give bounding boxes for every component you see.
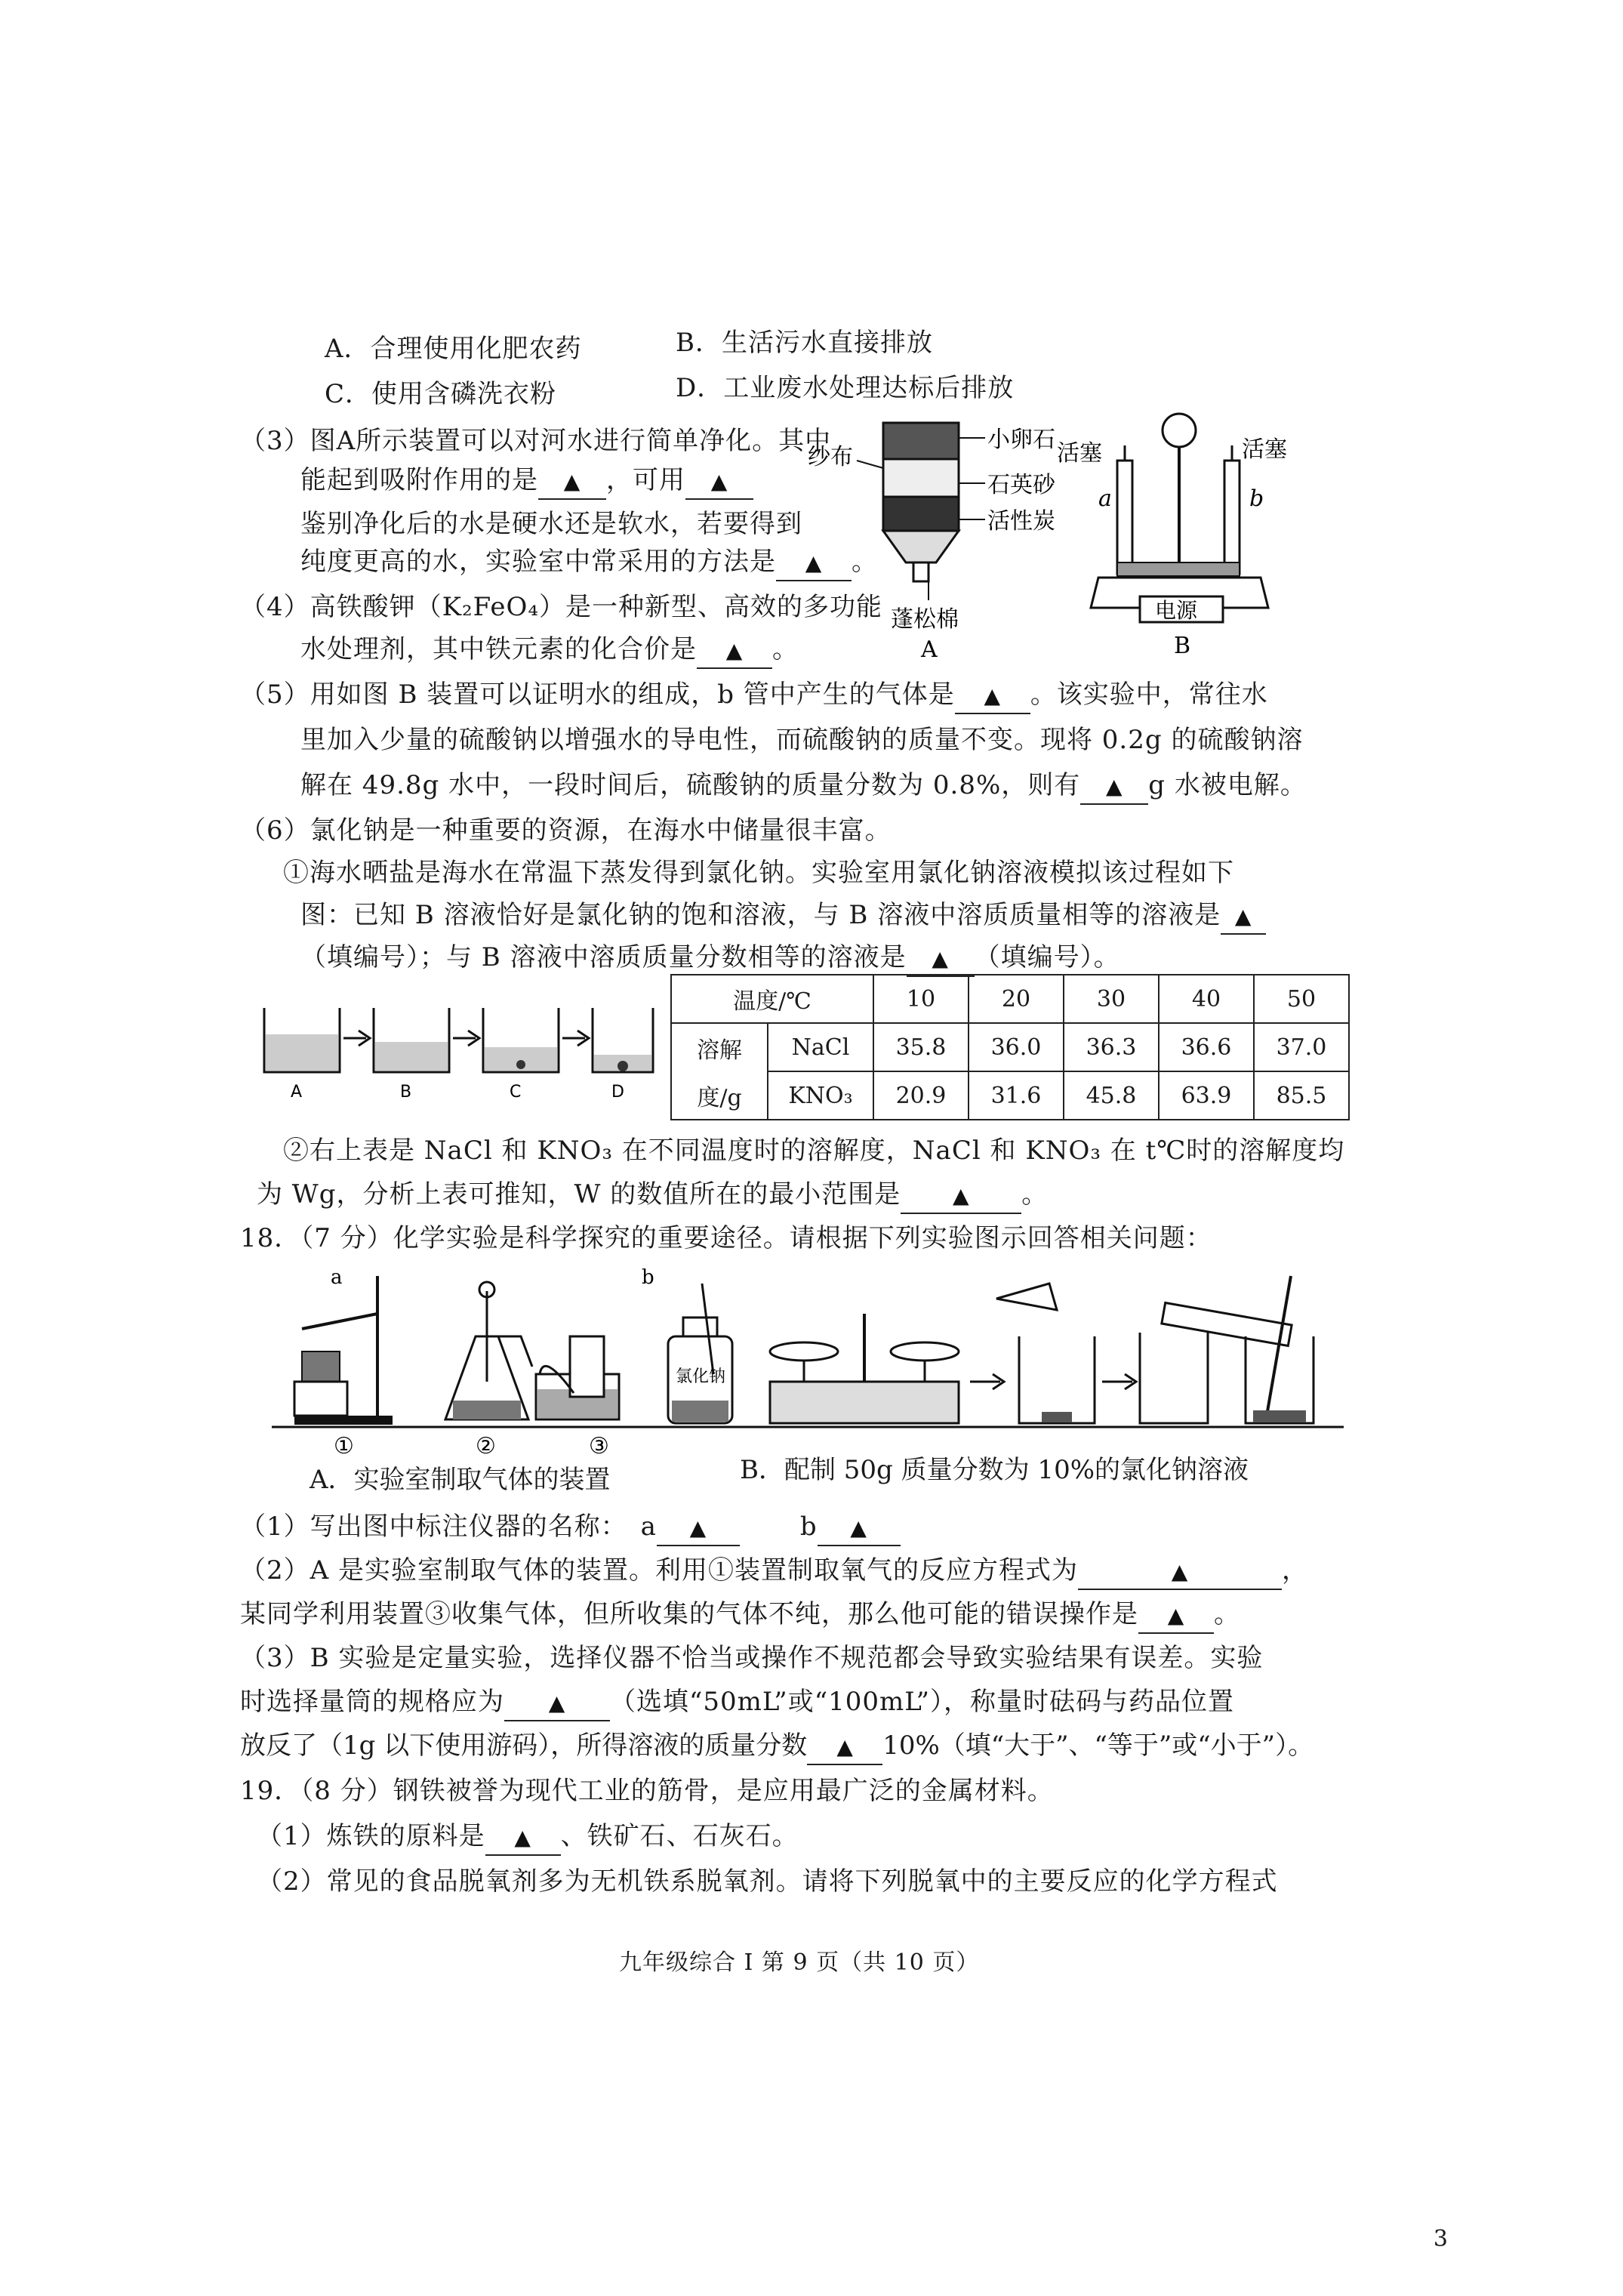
- table-header-row: [671, 975, 1349, 1023]
- q18-p3-d: 放反了（1g 以下使用游码），所得溶液的质量分数: [240, 1730, 808, 1761]
- triangle-marker-icon: ▲: [805, 550, 823, 575]
- option-a: A．合理使用化肥农药: [325, 334, 582, 364]
- q18-blank-a: [657, 1510, 740, 1546]
- beaker-d: [593, 1008, 653, 1102]
- q5-line1: [240, 678, 1268, 714]
- table-cell: 45.8: [1064, 1071, 1159, 1120]
- q19-p1-text: （1）炼铁的原料是: [257, 1821, 485, 1851]
- q18-p2-c: 某同学利用装置③收集气体，但所收集的气体不纯，那么他可能的错误操作是: [240, 1599, 1138, 1629]
- label-stopcock-left: 活塞: [1057, 440, 1102, 467]
- q3-text-c: 纯度更高的水，实验室中常采用的方法是: [300, 547, 776, 577]
- q18-blank-cylinder: [504, 1685, 610, 1721]
- figure-a-caption: A: [921, 636, 938, 657]
- arrow-icon: [343, 1031, 370, 1046]
- q3-line3: 鉴别净化后的水是硬水还是软水，若要得到: [300, 509, 802, 539]
- figure-b-caption: B: [1174, 633, 1191, 657]
- beaker-pour: [996, 1284, 1095, 1423]
- table-cell: 85.5: [1254, 1071, 1349, 1120]
- table-cell: 36.3: [1064, 1023, 1159, 1071]
- q6-blank-3: [901, 1178, 1021, 1214]
- q6-line3: [300, 898, 1266, 935]
- table-cell: 30: [1064, 975, 1159, 1023]
- balance-scale: [770, 1314, 959, 1423]
- q6-line1: （6）氯化钠是一种重要的资源，在海水中储量很丰富。: [240, 815, 892, 846]
- label-circle-2: ②: [476, 1433, 496, 1459]
- arrow-icon: [453, 1031, 479, 1046]
- q3-text-a: 能起到吸附作用的是: [300, 465, 538, 495]
- cotton-layer: [883, 531, 959, 562]
- arrow-icon: [562, 1031, 589, 1046]
- table-cell: 36.0: [969, 1023, 1064, 1071]
- table-row-name: KNO₃: [768, 1071, 873, 1120]
- page-footer: 九年级综合 I 第 9 页（共 10 页）: [619, 1949, 980, 1976]
- q4-blank: [697, 633, 772, 669]
- triangle-marker-icon: ▲: [984, 683, 1002, 708]
- pebble-layer: [883, 423, 959, 459]
- q18-blank-b: [818, 1510, 901, 1546]
- q18-p3-c: （选填“50mL”或“100mL”），称量时砝码与药品位置: [610, 1687, 1235, 1717]
- q3-end: 。: [852, 547, 878, 577]
- tube-b: [1224, 461, 1240, 574]
- beaker-stir: [1246, 1276, 1313, 1423]
- option-d: D．工业废水处理达标后排放: [676, 373, 1015, 403]
- electrolysis-apparatus-figure: [1057, 393, 1306, 657]
- q3-blank-1: [538, 464, 606, 500]
- q18-p1-text: （1）写出图中标注仪器的名称： a: [240, 1512, 657, 1542]
- q5-text-a: （5）用如图 B 装置可以证明水的组成，b 管中产生的气体是: [240, 680, 955, 710]
- q19-p1-b: 、铁矿石、石灰石。: [560, 1821, 799, 1851]
- beaker-label-c: C: [510, 1083, 522, 1102]
- q6-blank-1: [1221, 898, 1266, 935]
- label-nacl: 氯化钠: [676, 1367, 726, 1386]
- triangle-marker-icon: ▲: [1167, 1603, 1185, 1628]
- q18-p2-comma: ，: [1282, 1555, 1308, 1586]
- q18-p3-e: 10%（填“大于”、“等于”或“小于”）。: [882, 1730, 1314, 1761]
- caption-b: B．配制 50g 质量分数为 10%的氯化钠溶液: [740, 1455, 1249, 1485]
- triangle-marker-icon: ▲: [932, 946, 949, 971]
- triangle-marker-icon: ▲: [1106, 774, 1123, 799]
- tube-a: [1117, 461, 1132, 574]
- quartz-sand-layer: [883, 459, 959, 497]
- triangle-marker-icon: ▲: [689, 1515, 707, 1540]
- apparatus-3: [536, 1268, 654, 1459]
- label-circle-1: ①: [334, 1433, 354, 1459]
- triangle-marker-icon: ▲: [710, 469, 728, 494]
- q18-title: 18．（7 分）化学实验是科学探究的重要途径。请根据下列实验图示回答相关问题：: [240, 1223, 1212, 1253]
- q3-line1: （3）图A所示装置可以对河水进行简单净化。其中: [240, 426, 832, 456]
- table-row: [671, 1071, 1349, 1120]
- beaker-c: [483, 1008, 559, 1102]
- q18-part3c: [240, 1729, 1313, 1765]
- q18-part2b: [240, 1598, 1240, 1634]
- label-quartz: 石英砂: [987, 472, 1055, 498]
- activated-carbon-layer: [883, 497, 959, 531]
- beaker-b: [374, 1008, 449, 1102]
- beaker-label-a: A: [291, 1083, 303, 1102]
- label-b: b: [642, 1268, 654, 1289]
- q3-blank-2: [685, 464, 753, 500]
- arrow-icon: [970, 1374, 1004, 1389]
- q3-line4: [300, 545, 878, 581]
- reservoir-bulb: [1163, 414, 1196, 447]
- label-pebble: 小卵石: [987, 427, 1055, 453]
- q18-blank-fraction: [807, 1729, 882, 1765]
- page-number: 3: [1433, 2226, 1448, 2252]
- table-cell: 20.9: [873, 1071, 969, 1120]
- label-cotton: 蓬松棉: [891, 606, 959, 633]
- q6-blank-2: [907, 941, 975, 977]
- caption-a: A．实验室制取气体的装置: [310, 1465, 611, 1495]
- apparatus-2: [445, 1282, 532, 1459]
- table-cell: 36.6: [1159, 1023, 1254, 1071]
- q5-blank-1: [955, 678, 1030, 714]
- q18-part2: [240, 1554, 1308, 1590]
- q4-end: 。: [772, 634, 799, 664]
- apparatus-1: [294, 1268, 393, 1459]
- table-cell: 35.8: [873, 1023, 969, 1071]
- table-cell: 40: [1159, 975, 1254, 1023]
- q6-line5: ②右上表是 NaCl 和 KNO₃ 在不同温度时的溶解度，NaCl 和 KNO₃ 在 t℃时的溶解度均: [283, 1136, 1345, 1166]
- triangle-marker-icon: ▲: [1234, 904, 1252, 929]
- q4-line2: [300, 633, 799, 669]
- q6-line4: [300, 941, 1120, 977]
- table-row: [671, 1023, 1349, 1071]
- q6-line6: [257, 1178, 1048, 1214]
- q19-part2: （2）常见的食品脱氧剂多为无机铁系脱氧剂。请将下列脱氧中的主要反应的化学方程式: [257, 1866, 1278, 1897]
- q5-line3: [300, 769, 1307, 805]
- label-stopcock-right: 活塞: [1242, 436, 1287, 463]
- table-row-name: NaCl: [768, 1023, 873, 1071]
- triangle-marker-icon: ▲: [953, 1183, 970, 1208]
- q3-line2: [300, 464, 753, 500]
- table-cell: 50: [1254, 975, 1349, 1023]
- q18-part1: [240, 1510, 901, 1546]
- q5-line2: 里加入少量的硫酸钠以增强水的导电性，而硫酸钠的质量不变。现将 0.2g 的硫酸钠溶: [300, 725, 1304, 755]
- q18-p2-d: 。: [1214, 1599, 1240, 1629]
- q18-part3: （3）B 实验是定量实验，选择仪器不恰当或操作不规范都会导致实验结果有误差。实验: [240, 1643, 1264, 1673]
- label-a: a: [1098, 485, 1112, 512]
- q18-p2-text: （2）A 是实验室制取气体的装置。利用①装置制取氧气的反应方程式为: [240, 1555, 1078, 1586]
- triangle-marker-icon: ▲: [1171, 1559, 1189, 1584]
- q5-blank-2: [1080, 769, 1148, 805]
- label-b: b: [1249, 485, 1264, 512]
- outlet-tube: [913, 562, 929, 581]
- q6-text-c: （填编号）。: [974, 942, 1120, 972]
- reagent-bottle: [668, 1284, 732, 1423]
- beaker-label-b: B: [400, 1083, 412, 1102]
- q5-text-b: 。该实验中，常往水: [1030, 680, 1268, 710]
- table-cell: 20: [969, 975, 1064, 1023]
- option-b: B．生活污水直接排放: [676, 328, 933, 358]
- q5-text-d: g 水被电解。: [1148, 770, 1307, 800]
- q18-part3b: [240, 1685, 1234, 1721]
- q6-text-a: 图：已知 B 溶液恰好是氯化钠的饱和溶液，与 B 溶液中溶质质量相等的溶液是: [300, 900, 1221, 930]
- label-power: 电源: [1155, 598, 1198, 623]
- q4-text: 水处理剂，其中铁元素的化合价是: [300, 634, 697, 664]
- lab-experiment-figure: [272, 1268, 1344, 1465]
- label-circle-3: ③: [589, 1433, 609, 1459]
- q4-line1: （4）高铁酸钾（K₂FeO₄）是一种新型、高效的多功能: [240, 592, 883, 622]
- q18-p3-b: 时选择量筒的规格应为: [240, 1687, 504, 1717]
- q5-text-c: 解在 49.8g 水中，一段时间后，硫酸钠的质量分数为 0.8%，则有: [300, 770, 1081, 800]
- beaker-a: [264, 1008, 340, 1102]
- q6-text-d: 为 Wg，分析上表可推知，W 的数值所在的最小范围是: [257, 1179, 901, 1210]
- table-cell: 31.6: [969, 1071, 1064, 1120]
- q6-line2: ①海水晒盐是海水在常温下蒸发得到氯化钠。实验室用氯化钠溶液模拟该过程如下: [283, 858, 1234, 888]
- q6-text-b: （填编号）；与 B 溶液中溶质质量分数相等的溶液是: [300, 942, 907, 972]
- q18-p1-b: b: [799, 1512, 818, 1542]
- q18-blank-equation: [1078, 1554, 1282, 1590]
- triangle-marker-icon: ▲: [514, 1825, 531, 1850]
- q19-blank-raw: [485, 1820, 561, 1856]
- beaker-label-d: D: [611, 1083, 624, 1102]
- q18-blank-operation: [1138, 1598, 1214, 1634]
- label-a: a: [331, 1268, 343, 1289]
- label-carbon: 活性炭: [987, 508, 1055, 535]
- table-header-label: 温度/℃: [671, 975, 873, 1023]
- arrow-icon: [1102, 1374, 1136, 1389]
- evaporation-beakers-figure: [249, 1000, 657, 1110]
- triangle-marker-icon: ▲: [836, 1734, 853, 1759]
- triangle-marker-icon: ▲: [850, 1515, 867, 1540]
- table-group-label-top: 溶解: [671, 1023, 768, 1071]
- triangle-marker-icon: ▲: [563, 469, 581, 494]
- table-cell: 63.9: [1159, 1071, 1254, 1120]
- solubility-table: [670, 974, 1350, 1120]
- q6-text-e: 。: [1021, 1179, 1049, 1210]
- q19-part1: [257, 1820, 799, 1856]
- triangle-marker-icon: ▲: [725, 638, 744, 663]
- label-gauze: 纱布: [808, 444, 853, 470]
- table-group-label-bottom: 度/g: [671, 1071, 768, 1120]
- table-cell: 37.0: [1254, 1023, 1349, 1071]
- q3-text-b: ，可用: [606, 465, 685, 495]
- triangle-marker-icon: ▲: [548, 1690, 566, 1715]
- option-c: C．使用含磷洗衣粉: [325, 379, 557, 409]
- q19-title: 19．（8 分）钢铁被誉为现代工业的筋骨，是应用最广泛的金属材料。: [240, 1776, 1054, 1806]
- table-cell: 10: [873, 975, 969, 1023]
